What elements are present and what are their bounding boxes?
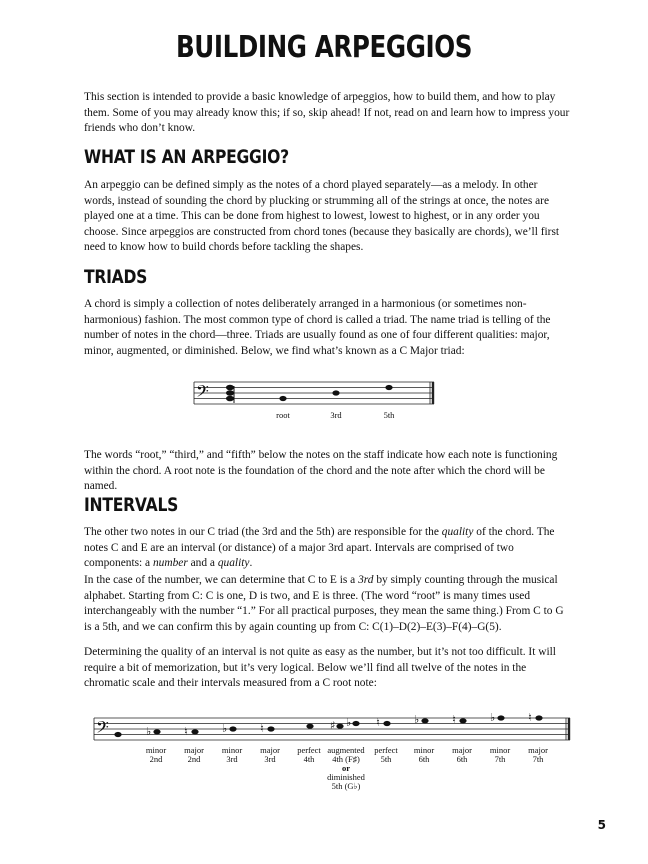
intro-paragraph: This section is intended to provide a basic knowledge of arpeggios, how to build them, and how to play them. Some of you may already know this; if so, skip ahead! If not, read on and learn how to impress your friends who don’t know. — [84, 91, 570, 135]
page-title: BUILDING ARPEGGIOS — [175, 30, 473, 65]
svg-text:𝄢: 𝄢 — [96, 717, 109, 741]
svg-text:♭: ♭ — [346, 716, 352, 729]
heading-triads: TRIADS — [84, 266, 148, 288]
svg-text:♮: ♮ — [452, 713, 456, 726]
intervals-paragraph-1: The other two notes in our C triad (the 3rd and the 5th) are responsible for the quality of the chord. The notes C and E are an interval (or distance) of a major 3rd apart. Intervals are comprised of two components: a number and a quality. — [84, 526, 555, 570]
svg-text:♮: ♮ — [260, 722, 264, 735]
interval-label-minor-3rd: minor 3rd — [221, 745, 243, 764]
svg-text:♯: ♯ — [330, 719, 336, 732]
interval-label-major-7th: major 7th — [528, 745, 548, 764]
triads-paragraph: A chord is simply a collection of notes deliberately arranged in a harmonious (or sometimes non-harmonious) fashion. The most common type of chord is called a triad. The name triad is telling of the number of notes in the chord—three. Triads are usually found as one of four different qualities: major, minor, augmented, or diminished. Below, we find what’s known as a C Major triad: — [84, 298, 551, 357]
interval-label-perfect-5th: perfect 5th — [374, 745, 398, 764]
interval-label-major-3rd: major 3rd — [260, 745, 280, 764]
page-number: 5 — [597, 818, 606, 832]
interval-label-major-2nd: major 2nd — [184, 745, 204, 764]
svg-text:♮: ♮ — [376, 716, 380, 729]
svg-text:♭: ♭ — [146, 725, 152, 738]
svg-text:𝄢: 𝄢 — [196, 381, 209, 405]
interval-label-tritone: augmented 4th (F♯) or diminished 5th (G♭) — [327, 745, 365, 791]
svg-text:♭: ♭ — [222, 722, 228, 735]
triad-label-root: root — [276, 410, 290, 420]
heading-what-is-an-arpeggio: WHAT IS AN ARPEGGIO? — [84, 146, 289, 168]
interval-label-perfect-4th: perfect 4th — [297, 745, 321, 764]
intervals-paragraph-2: In the case of the number, we can determine that C to E is a 3rd by simply counting through the musical alphabet. Starting from C: C is one, D is two, and E is three. (The word “root” is many times used interchangeably with the number “1.” For all practical purposes, they mean the same thing.) From C to G is a 5th, and we can confirm this by again counting up from C: C(1)–D(2)–E(3)–F(4)–G(5). — [84, 574, 564, 633]
what-paragraph: An arpeggio can be defined simply as the notes of a chord played separately—as a melody. In other words, instead of sounding the chord by plucking or strumming all of the strings at once, the notes are played one at a time. This can be done from highest to lowest, lowest to highest, or in any order you choose. Since arpeggios are constructed from chord tones (because they basically are chords), we’ll first need to know how to build chords before tackling the shapes. — [84, 179, 560, 254]
interval-label-major-6th: major 6th — [452, 745, 472, 764]
interval-label-minor-2nd: minor 2nd — [145, 745, 167, 764]
svg-text:♭: ♭ — [414, 713, 420, 726]
heading-intervals: INTERVALS — [84, 494, 179, 516]
svg-text:♮: ♮ — [184, 725, 188, 738]
svg-text:♮: ♮ — [528, 711, 532, 724]
svg-text:♭: ♭ — [490, 711, 496, 724]
interval-label-minor-6th: minor 6th — [413, 745, 435, 764]
triad-label-5th: 5th — [383, 410, 395, 420]
intervals-paragraph-3: Determining the quality of an interval is not quite as easy as the number, but it’s not too difficult. It will require a bit of memorization, but it’s very logical. Below we’ll find all twelve of the notes in the chromatic scale and their intervals measured from a C root note: — [84, 646, 556, 690]
interval-label-minor-7th: minor 7th — [489, 745, 511, 764]
triads-after-paragraph: The words “root,” “third,” and “fifth” below the notes on the staff indicate how each note is functioning within the chord. A root note is the foundation of the chord and the note after which the chord will be named. — [84, 449, 558, 493]
triad-label-3rd: 3rd — [330, 410, 342, 420]
